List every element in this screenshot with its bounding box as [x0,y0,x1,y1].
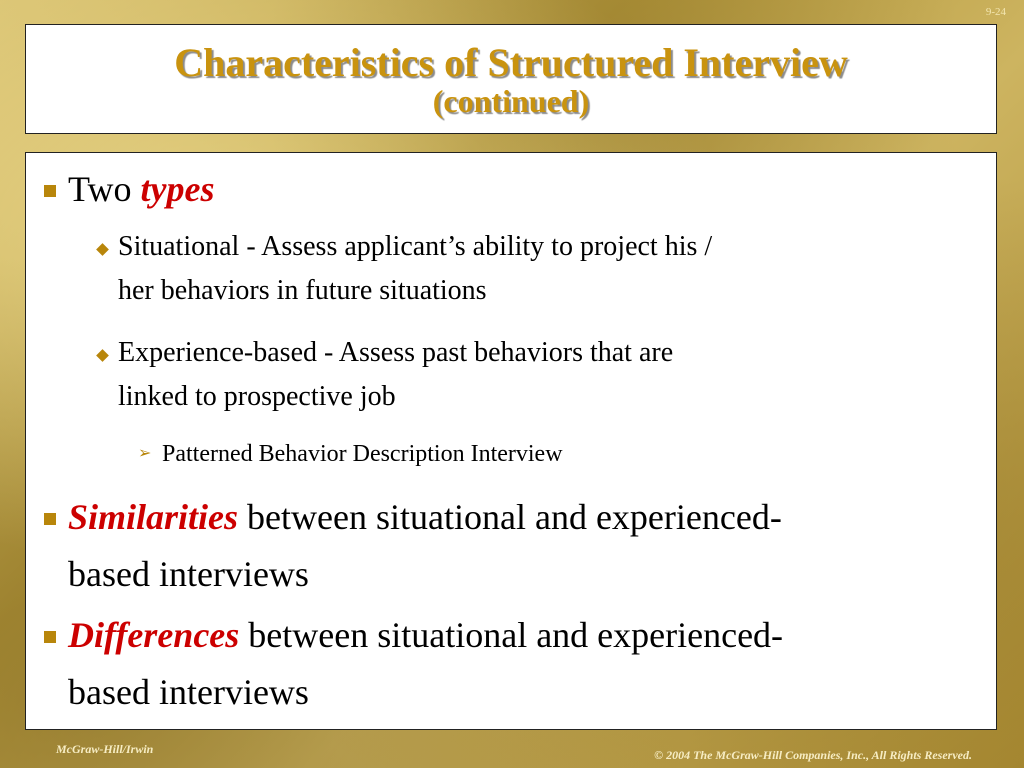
bullet-text: between situational and experienced- [248,615,784,655]
sub-bullet-line: her behaviors in future situations [118,275,487,306]
footer-publisher: McGraw-Hill/Irwin [56,742,154,756]
bullet-text-line2: based interviews [68,554,309,594]
bullet-emphasis: Similarities [68,497,239,537]
footer-copyright: © 2004 The McGraw-Hill Companies, Inc., All Rights Reserved. [654,748,972,762]
bullet-emphasis: types [140,169,215,209]
slide-subtitle: (continued) [432,83,590,119]
sub-bullet-line: Experience-based - Assess past behaviors that are [118,337,674,368]
content-box [25,152,997,730]
diamond-bullet-icon [96,349,109,362]
square-bullet-icon [44,513,56,525]
square-bullet-icon [44,631,56,643]
bullet-text-line2: based interviews [68,672,309,712]
bullet-text: between situational and experienced- [247,497,782,537]
square-bullet-icon [44,185,56,197]
sub-bullet-line: linked to prospective job [118,381,396,412]
sub-bullet-line: Situational - Assess applicant’s ability to project his / [118,231,713,262]
title-box [25,24,997,134]
diamond-bullet-icon [96,243,109,256]
slide-number: 9-24 [985,6,1006,18]
slide-title: Characteristics of Structured Interview [174,40,848,85]
sub-sub-bullet-text: Patterned Behavior Description Interview [162,441,563,467]
bullet-emphasis: Differences [68,615,240,655]
bullet-text: Two [68,169,132,209]
arrow-bullet-icon: ➢ [138,443,152,462]
